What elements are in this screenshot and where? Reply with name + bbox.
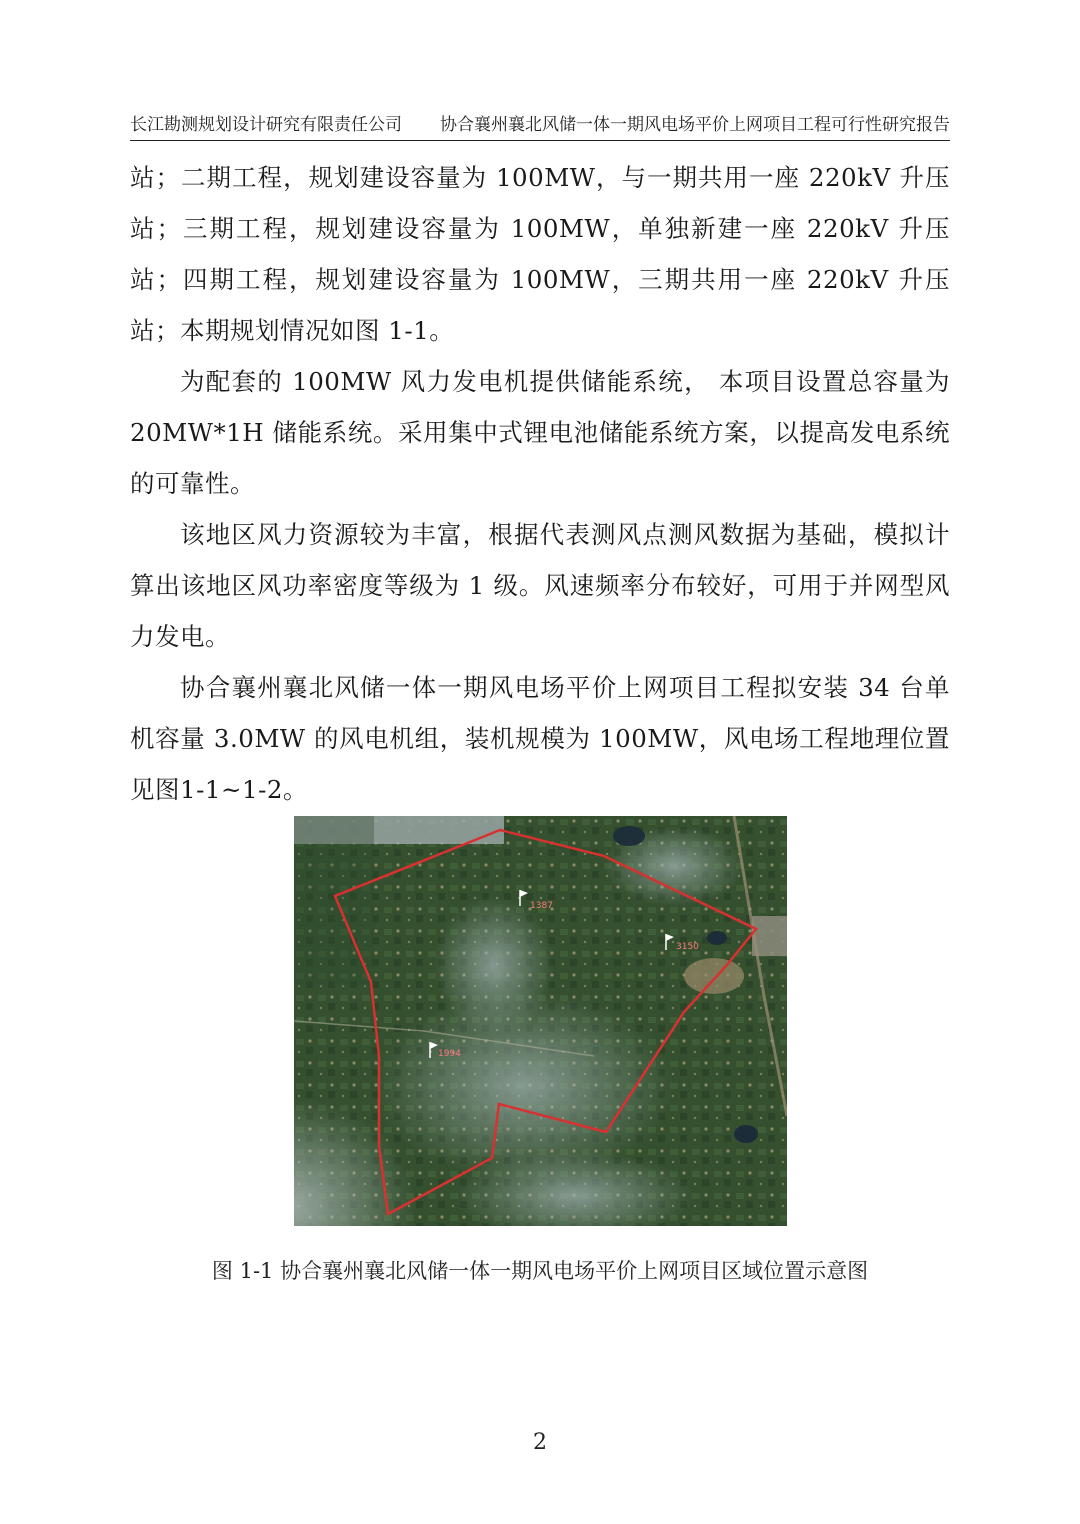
header-divider [130, 140, 950, 141]
satellite-map [294, 816, 787, 1226]
page-header [130, 112, 950, 138]
header-report-title: 协合襄州襄北风储一体一期风电场平价上网项目工程可行性研究报告 [440, 115, 950, 135]
marker-label: 1994 [438, 1049, 461, 1059]
paragraph-installation: 协合襄州襄北风储一体一期风电场平价上网项目工程拟安装 34 台单机容量 3.0MW 的风电机组，装机规模为 100MW，风电场工程地理位置见图1-1~1-2。 [130, 673, 950, 804]
paragraph-continuation: 站；二期工程，规划建设容量为 100MW，与一期共用一座 220kV 升压站；三期工程，规划建设容量为 100MW，单独新建一座 220kV 升压站；四期工程，规划建设容量为 100MW，三期共用一座 220kV 升压站；本期规划情况如图 1-1。 [130, 163, 950, 345]
satellite-map-figure [294, 816, 787, 1226]
header-company: 长江勘测规划设计研究有限责任公司 [130, 115, 402, 135]
page-number: 2 [533, 1430, 547, 1455]
paragraph-storage: 为配套的 100MW 风力发电机提供储能系统， 本项目设置总容量为20MW*1H 储能系统。采用集中式锂电池储能系统方案，以提高发电系统的可靠性。 [130, 367, 950, 498]
figure-caption: 图 1-1 协合襄州襄北风储一体一期风电场平价上网项目区域位置示意图 [211, 1259, 869, 1283]
paragraph-wind-resource: 该地区风力资源较为丰富，根据代表测风点测风数据为基础，模拟计算出该地区风功率密度等级为 1 级。风速频率分布较好，可用于并网型风力发电。 [130, 520, 950, 651]
marker-label: 3150 [676, 942, 699, 952]
body-text [130, 152, 950, 815]
marker-label: 1387 [530, 901, 553, 911]
